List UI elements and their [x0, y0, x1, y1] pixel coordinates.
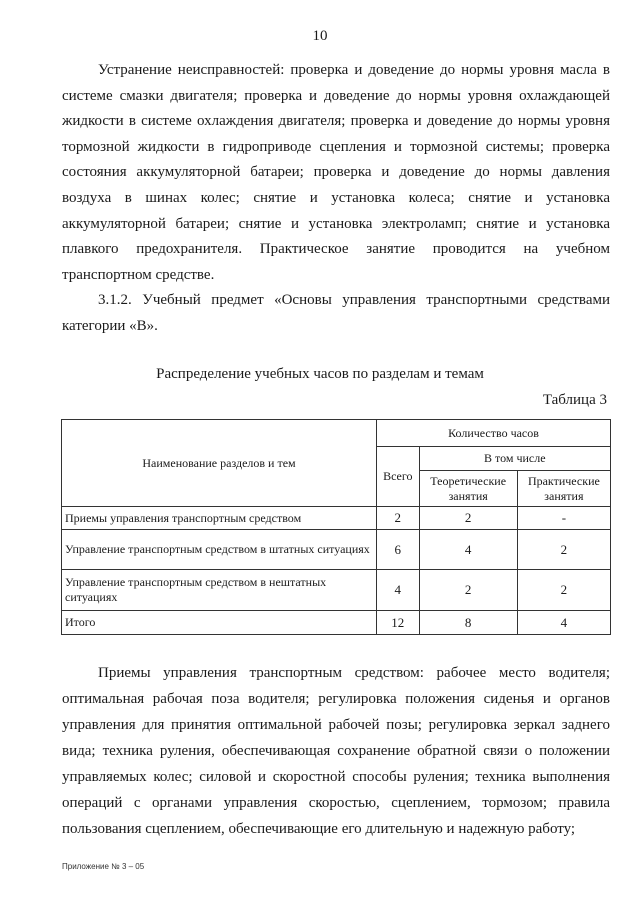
row-practice: 2	[517, 530, 610, 570]
row-total: 12	[377, 611, 420, 635]
hours-table	[61, 419, 611, 635]
footer-note: Приложение № 3 – 05	[62, 862, 145, 871]
header-practice: Практические занятия	[517, 471, 610, 507]
header-theory: Теоретические занятия	[419, 471, 517, 507]
row-name: Управление транспортным средством в штатных ситуациях	[62, 530, 377, 570]
row-name: Приемы управления транспортным средством	[62, 507, 377, 530]
row-theory: 2	[419, 507, 517, 530]
header-quantity: Количество часов	[377, 420, 611, 447]
row-total: 2	[377, 507, 420, 530]
row-name: Управление транспортным средством в нештатных ситуациях	[62, 570, 377, 611]
table-label: Таблица 3	[542, 392, 607, 408]
header-total: Всего	[377, 447, 420, 507]
row-practice: 2	[517, 570, 610, 611]
row-theory: 8	[419, 611, 517, 635]
row-name: Итого	[62, 611, 377, 635]
paragraph-subject-title: 3.1.2. Учебный предмет «Основы управления транспортными средствами категории «В».	[62, 292, 610, 334]
table-row	[62, 570, 611, 611]
row-theory: 4	[419, 530, 517, 570]
paragraph-control-techniques: Приемы управления транспортным средством: рабочее место водителя; оптимальная рабочая поза водителя; регулировка положения сиденья и органов управления для принятия оптимальной рабочей позы; регулировка зеркал заднего вида; техника руления, обеспечивающая сохранение обратной связи о положении управляемых колес; силовой и скоростной способы руления; техника выполнения операций с органами управления скоростью, сцеплением, тормозом; правила пользования сцеплением, обеспечивающие его длительную и надежную работу;	[62, 665, 610, 837]
row-practice: 4	[517, 611, 610, 635]
table-row	[62, 507, 611, 530]
table-row-total	[62, 611, 611, 635]
row-total: 4	[377, 570, 420, 611]
table-header-row	[62, 420, 611, 447]
header-section-name: Наименование разделов и тем	[62, 420, 377, 507]
table-row	[62, 530, 611, 570]
row-theory: 2	[419, 570, 517, 611]
paragraph-troubleshooting: Устранение неисправностей: проверка и доведение до нормы уровня масла в системе смазки двигателя; проверка и доведение до нормы уровня охлаждающей жидкости в системе охлаждения двигателя; проверка и доведение до нормы уровня тормозной жидкости в гидроприводе сцепления и тормозной системы; проверка состояния аккумуляторной батареи; проверка и доведение до нормы давления воздуха в шинах колес; снятие и установка колеса; снятие и установка аккумуляторной батареи; снятие и установка электроламп; снятие и установка плавкого предохранителя. Практическое занятие проводится на учебном транспортном средстве.	[62, 62, 610, 283]
page-number: 10	[312, 28, 328, 44]
header-including: В том числе	[419, 447, 610, 471]
section-heading: Распределение учебных часов по разделам и темам	[156, 366, 484, 382]
row-practice: -	[517, 507, 610, 530]
row-total: 6	[377, 530, 420, 570]
